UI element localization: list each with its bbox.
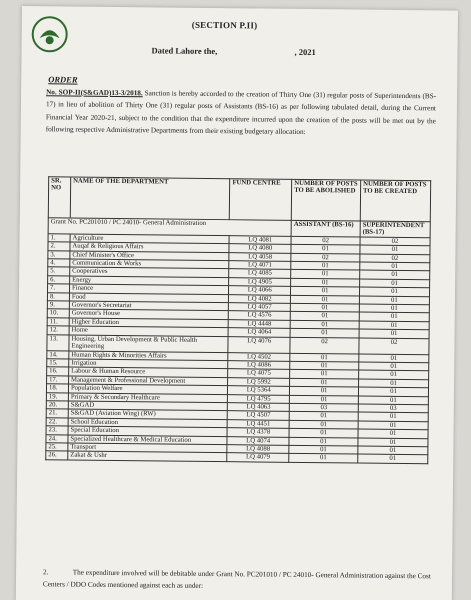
row-abolished: 01	[289, 445, 358, 454]
row-sr: 11.	[47, 318, 69, 327]
row-created: 01	[359, 379, 429, 388]
header-department: NAME OF THE DEPARTMENT	[70, 177, 230, 220]
row-fund-centre: LQ 4576	[229, 311, 291, 320]
row-created: 01	[360, 245, 430, 254]
row-fund-centre: LQ 4075	[228, 369, 290, 378]
section-heading: (SECTION P.II)	[191, 19, 258, 31]
row-created: 01	[359, 296, 429, 305]
row-department: Home	[69, 326, 228, 336]
row-fund-centre: LQ 4905	[229, 278, 291, 287]
row-abolished: 01	[289, 437, 358, 446]
row-sr: 19.	[46, 392, 68, 401]
row-fund-centre: LQ 4082	[229, 294, 291, 303]
row-sr: 1.	[48, 234, 70, 243]
row-sr: 5.	[48, 267, 70, 276]
row-created: 01	[360, 279, 430, 288]
row-sr: 4.	[48, 259, 70, 268]
row-sr: 12.	[47, 326, 69, 335]
row-fund-centre: LQ 4079	[227, 453, 289, 462]
header-created: NUMBER OF POSTS TO BE CREATED	[360, 180, 430, 222]
row-abolished: 01	[291, 278, 360, 287]
grant-label: Grant No. PC201010 / PC 24010- General Administration	[48, 218, 291, 236]
row-department: School Education	[68, 418, 227, 428]
row-department: Labour & Human Resource	[69, 367, 228, 377]
row-abolished: 01	[290, 378, 359, 387]
row-sr: 16.	[47, 367, 69, 376]
row-fund-centre: LQ 4507	[227, 411, 289, 420]
row-department: Governor's House	[69, 309, 228, 319]
row-created: 01	[359, 329, 429, 338]
row-department: Chief Minister's Office	[70, 251, 229, 261]
row-department: Cooperatives	[70, 267, 229, 277]
row-sr: 17.	[47, 375, 69, 384]
row-created: 01	[359, 304, 429, 313]
row-abolished: 01	[291, 261, 360, 270]
row-abolished: 02	[291, 236, 360, 245]
row-created: 01	[358, 387, 428, 396]
row-fund-centre: LQ 4080	[229, 244, 291, 253]
row-fund-centre: LQ 4451	[227, 419, 289, 428]
header-abolished: NUMBER OF POSTS TO BE ABOLISHED	[291, 179, 360, 221]
row-created: 01	[358, 429, 428, 438]
row-department: S&GAD (Aviation Wing) (RW)	[68, 409, 227, 419]
sub-superintendent: SUPERINTENDENT (BS-17)	[360, 221, 430, 238]
row-created: 01	[359, 362, 429, 371]
footer-number: 2.	[43, 568, 49, 577]
row-department: Transport	[68, 443, 227, 453]
row-abolished: 01	[291, 295, 360, 304]
row-created: 01	[359, 370, 429, 379]
row-abolished: 02	[290, 337, 359, 354]
row-sr: 8.	[47, 292, 69, 301]
row-fund-centre: LQ 4448	[228, 320, 290, 329]
row-sr: 10.	[47, 309, 69, 318]
row-department: S&GAD	[68, 401, 227, 411]
row-fund-centre: LQ 4795	[228, 394, 290, 403]
header-fund-centre: FUND CENTRE	[230, 179, 292, 221]
posts-table	[45, 176, 431, 464]
row-abolished: 01	[290, 370, 359, 379]
row-abolished: 01	[291, 270, 360, 279]
row-abolished: 02	[291, 253, 360, 262]
row-created: 01	[359, 354, 429, 363]
row-created: 01	[359, 287, 429, 296]
government-emblem-icon	[29, 14, 69, 54]
row-created: 02	[360, 254, 430, 263]
row-sr: 18.	[46, 384, 68, 393]
row-created: 01	[358, 438, 428, 447]
sub-assistant: ASSISTANT (BS-16)	[291, 220, 360, 237]
row-sr: 20.	[46, 401, 68, 410]
row-created: 01	[358, 454, 428, 463]
row-department: Primary & Secondary Healthcare	[68, 393, 227, 403]
row-created: 02	[360, 237, 430, 246]
row-created: 01	[358, 421, 428, 430]
row-sr: 9.	[47, 301, 69, 310]
row-created: 02	[359, 338, 429, 355]
row-fund-centre: LQ 4502	[228, 352, 290, 361]
row-created: 01	[359, 313, 429, 322]
row-fund-centre: LQ 4378	[227, 428, 289, 437]
row-sr: 3.	[48, 250, 70, 259]
row-fund-centre: LQ 4085	[229, 269, 291, 278]
row-created: 01	[359, 321, 429, 330]
row-department: Governor's Secretariat	[69, 301, 228, 311]
row-created: 01	[360, 270, 430, 279]
row-created: 01	[358, 446, 428, 455]
document-page	[16, 6, 458, 600]
row-department: Housing, Urban Development & Public Health Engineering	[69, 335, 229, 352]
row-department: Agriculture	[70, 234, 229, 244]
dated-label: Dated Lahore the,	[151, 45, 218, 57]
row-department: Human Rights & Minorities Affairs	[69, 351, 228, 361]
row-fund-centre: LQ 4086	[228, 361, 290, 370]
row-abolished: 01	[291, 245, 360, 254]
row-abolished: 01	[289, 420, 358, 429]
order-reference: No. SOP-II(S&GAD)13-3/2018.	[46, 88, 143, 98]
footer-text: The expenditure involved will be debitable under Grant No. PC201010 / PC 24010- General Administration against the Cost Centers / DDO Codes mentioned against each as under:	[42, 568, 431, 590]
row-fund-centre: LQ 5992	[228, 377, 290, 386]
dated-year: , 2021	[294, 46, 316, 58]
header-sr: SR. NO	[48, 177, 70, 218]
row-department: Communication & Works	[70, 259, 229, 269]
order-paragraph	[46, 86, 436, 140]
row-abolished: 01	[289, 428, 358, 437]
row-sr: 25.	[46, 443, 68, 452]
row-fund-centre: LQ 4064	[228, 328, 290, 337]
row-fund-centre: LQ 4057	[229, 303, 291, 312]
row-sr: 23.	[46, 426, 68, 435]
row-abolished: 01	[290, 329, 359, 338]
row-department: Specialized Healthcare & Medical Education	[68, 435, 227, 445]
row-department: Energy	[70, 276, 229, 286]
row-department: Auqaf & Religious Affairs	[70, 242, 229, 252]
row-sr: 15.	[47, 359, 69, 368]
row-abolished: 01	[290, 312, 359, 321]
row-fund-centre: LQ 4076	[228, 336, 290, 352]
row-fund-centre: LQ 4066	[229, 286, 291, 295]
row-abolished: 01	[289, 454, 358, 463]
row-fund-centre: LQ 4063	[228, 403, 290, 412]
row-department: Food	[69, 293, 228, 303]
row-sr: 26.	[46, 451, 68, 460]
row-abolished: 01	[289, 395, 358, 404]
row-abolished: 01	[289, 412, 358, 421]
row-abolished: 01	[291, 287, 360, 296]
row-abolished: 01	[290, 353, 359, 362]
row-created: 01	[358, 396, 428, 405]
row-department: Finance	[69, 284, 228, 294]
row-sr: 7.	[48, 284, 70, 293]
order-heading: ORDER	[48, 74, 78, 85]
row-fund-centre: LQ 4071	[229, 261, 291, 270]
row-fund-centre: LQ 4074	[227, 436, 289, 445]
row-sr: 14.	[47, 350, 69, 359]
row-fund-centre: LQ 5364	[228, 386, 290, 395]
row-created: 01	[358, 412, 428, 421]
row-created: 01	[360, 262, 430, 271]
row-fund-centre: LQ 4088	[227, 445, 289, 454]
row-department: Zakat & Ushr	[68, 451, 227, 461]
row-abolished: 01	[290, 320, 359, 329]
order-text: Sanction is hereby accorded to the creation of Thirty One (31) regular posts of Superintendents (BS-17) in lieu of abolition of Thirty One (31) regular posts of Assistants (BS-16) as per following tabulated detail, during the Current Financial Year 2020-21, subject to the condition that the expenditure incurred upon the creation of the posts will be met out by the following respective Administrative Departments from their existing budgetary allocation:	[45, 89, 437, 137]
row-department: Population Welfare	[68, 384, 227, 394]
row-created: 03	[358, 404, 428, 413]
row-sr: 21.	[46, 409, 68, 418]
row-fund-centre: LQ 4081	[229, 235, 291, 244]
row-sr: 2.	[48, 242, 70, 251]
row-abolished: 03	[289, 403, 358, 412]
row-department: Special Education	[68, 426, 227, 436]
row-department: Management & Professional Development	[68, 376, 227, 386]
row-abolished: 01	[290, 303, 359, 312]
table-header-row	[48, 177, 430, 222]
row-sr: 24.	[46, 434, 68, 443]
row-sr: 13.	[47, 334, 69, 350]
dated-line	[151, 45, 401, 58]
row-abolished: 01	[290, 361, 359, 370]
row-abolished: 01	[290, 386, 359, 395]
row-department: Irrigation	[69, 359, 228, 369]
row-sr: 22.	[46, 418, 68, 427]
row-sr: 6.	[48, 276, 70, 285]
footer-paragraph	[43, 566, 433, 594]
row-department: Higher Education	[69, 318, 228, 328]
row-fund-centre: LQ 4058	[229, 252, 291, 261]
